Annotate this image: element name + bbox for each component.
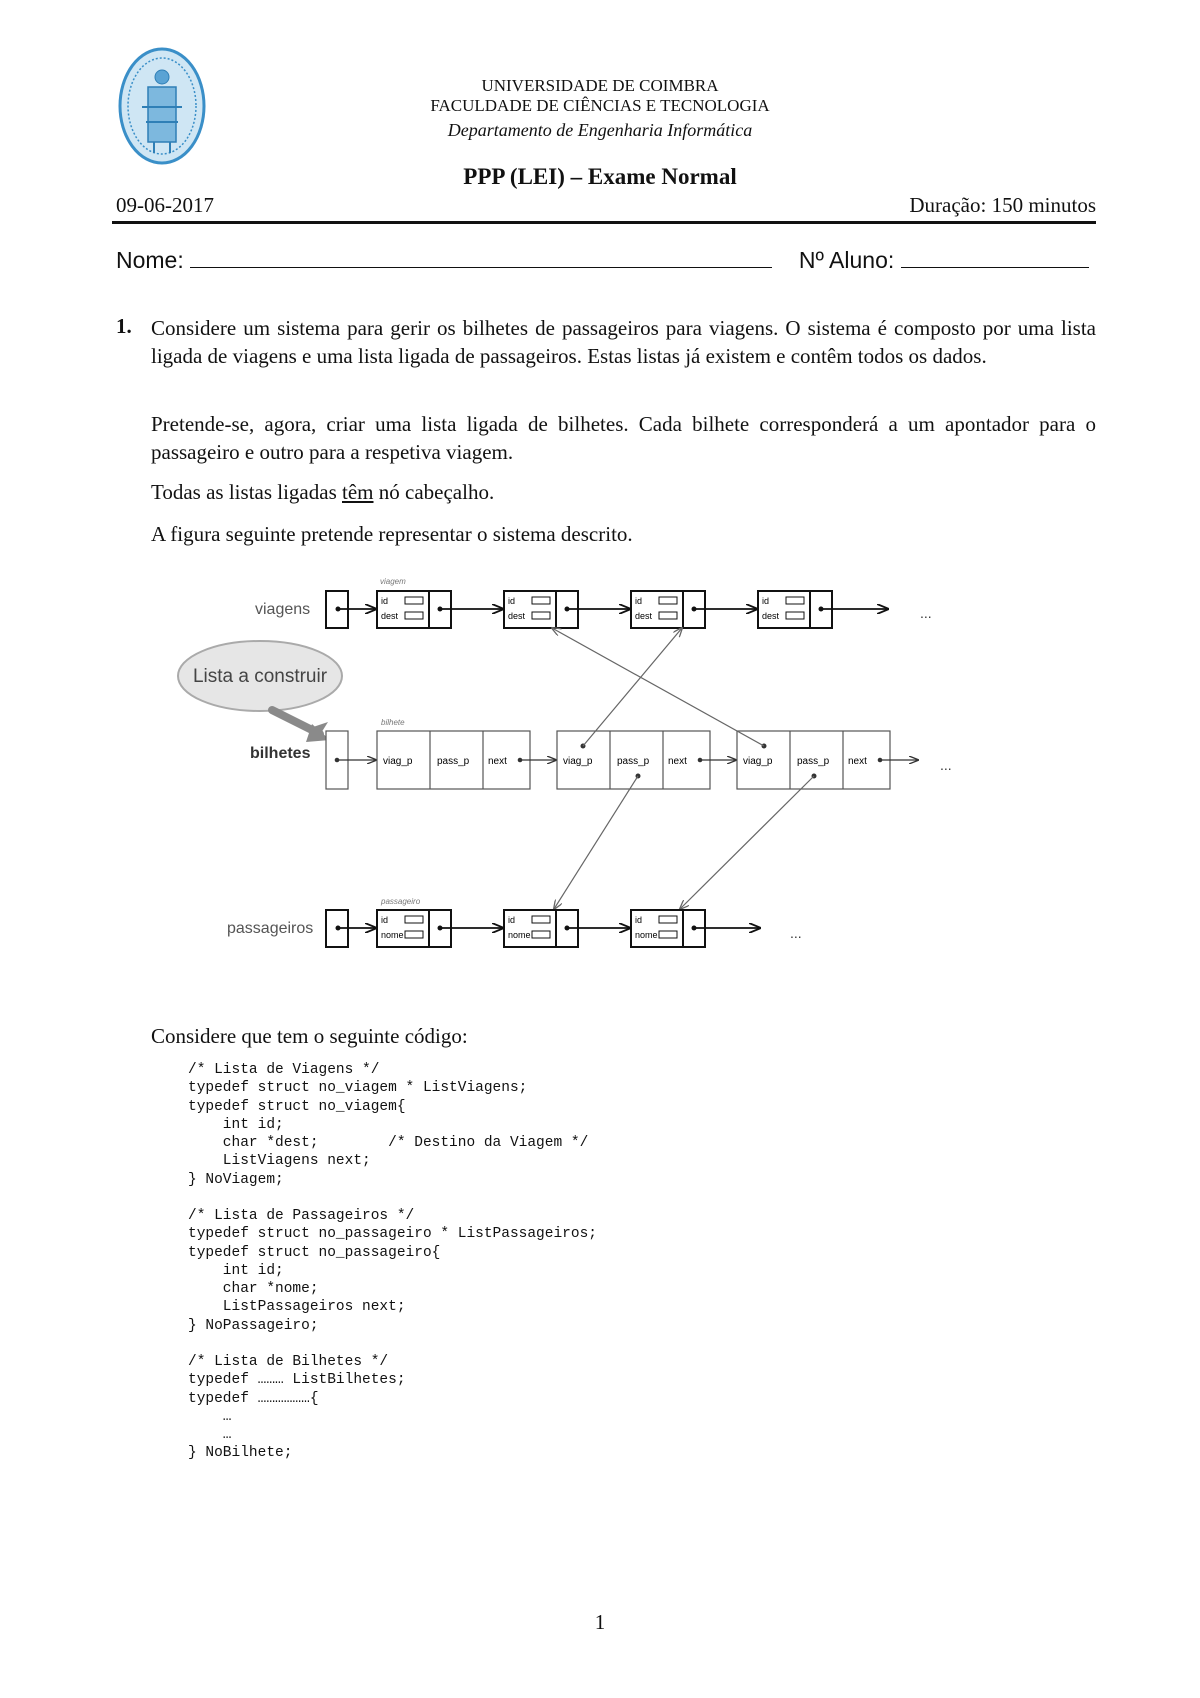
faculty-name: FACULDADE DE CIÊNCIAS E TECNOLOGIA [430, 96, 770, 115]
bilhetes-label: bilhetes [250, 745, 311, 762]
viagem-id-field: id [508, 596, 516, 606]
code-passageiros: /* Lista de Passageiros */ typedef struct no_passageiro * ListPassageiros; typedef struct no_passageiro{ int id; char *nome; ListPassageiros next; } NoPassageiro; [188, 1208, 597, 1334]
question-paragraph-1: Considere um sistema para gerir os bilhetes de passageiros para viagens. O sistema é composto por uma lista ligada de viagens e uma lista ligada de passageiros. Estas listas já existem e contêm todos os dados. [151, 316, 1096, 368]
pointer-pass-p-3 [680, 776, 814, 909]
pointer-viag-p-3 [552, 628, 764, 746]
viagens-ellipsis: ... [920, 605, 932, 621]
bilhete-node [377, 731, 556, 789]
name-label: Nome: [116, 247, 184, 273]
passageiros-ellipsis: ... [790, 925, 802, 941]
passageiro-nome-field: nome [635, 930, 658, 940]
page-number: 1 [594, 1610, 606, 1634]
bilhete-pass-p-field: pass_p [437, 756, 470, 767]
question-paragraph-5: Considere que tem o seguinte código: [151, 1024, 468, 1048]
bilhete-viag-p-field: viag_p [563, 756, 593, 767]
viagem-node [758, 591, 888, 628]
bilhete-node [557, 731, 736, 789]
passageiro-node [504, 910, 630, 947]
exam-date: 09-06-2017 [116, 193, 214, 217]
paragraph-3-underlined: têm [342, 480, 374, 504]
student-number-field[interactable] [901, 243, 1089, 268]
passageiros-label: passageiros [227, 920, 314, 937]
exam-title: PPP (LEI) – Exame Normal [463, 164, 737, 189]
viagem-dest-field: dest [381, 611, 399, 621]
code-bilhetes: /* Lista de Bilhetes */ typedef ……… ListBilhetes; typedef ………………{ … … } NoBilhete; [188, 1354, 406, 1462]
passageiro-nome-field: nome [381, 930, 404, 940]
paragraph-3-end: nó cabeçalho. [373, 480, 495, 504]
viagem-id-field: id [762, 596, 770, 606]
exam-duration: Duração: 150 minutos [909, 193, 1096, 217]
viagem-node [631, 591, 757, 628]
student-info-row [116, 243, 1096, 279]
passageiro-id-field: id [635, 915, 643, 925]
viagem-caption: viagem [380, 577, 406, 586]
student-number-label: Nº Aluno: [798, 247, 895, 273]
paragraph-3-start: Todas as listas ligadas [151, 480, 342, 504]
university-seal-icon [118, 47, 206, 165]
viagem-id-field: id [381, 596, 389, 606]
viagem-dest-field: dest [508, 611, 526, 621]
bilhete-pass-p-field: pass_p [617, 756, 650, 767]
question-paragraph-4: A figura seguinte pretende representar o sistema descrito. [151, 522, 633, 546]
linked-lists-diagram [150, 566, 980, 966]
viagem-dest-field: dest [635, 611, 653, 621]
pointer-pass-p-2 [554, 776, 638, 909]
question-paragraph-2: Pretende-se, agora, criar uma lista ligada de bilhetes. Cada bilhete corresponderá a um apontador para o passageiro e outro para a respetiva viagem. [151, 412, 1096, 464]
bilhete-viag-p-field: viag_p [383, 756, 413, 767]
bilhete-next-field: next [668, 756, 687, 767]
university-name: UNIVERSIDADE DE COIMBRA [481, 76, 719, 95]
viagem-node [377, 591, 503, 628]
passageiro-id-field: id [508, 915, 516, 925]
name-field[interactable] [190, 243, 772, 268]
callout-text: Lista a construir [192, 666, 328, 687]
passageiro-node [377, 910, 503, 947]
question-paragraph-3 [151, 478, 1096, 506]
bilhete-caption: bilhete [381, 718, 405, 727]
header-rule [112, 221, 1096, 224]
viagens-label: viagens [255, 601, 311, 618]
passageiro-node [631, 910, 760, 947]
bilhete-next-field: next [488, 756, 507, 767]
passageiro-nome-field: nome [508, 930, 531, 940]
bilhete-viag-p-field: viag_p [743, 756, 773, 767]
bilhete-pass-p-field: pass_p [797, 756, 830, 767]
code-viagens: /* Lista de Viagens */ typedef struct no_viagem * ListViagens; typedef struct no_viagem{ int id; char *dest; /* Destino da Viagem */ ListViagens next; } NoViagem; [188, 1062, 589, 1188]
passageiro-caption: passageiro [381, 897, 421, 906]
department-name: Departamento de Engenharia Informática [447, 120, 753, 140]
passageiro-id-field: id [381, 915, 389, 925]
bilhete-next-field: next [848, 756, 867, 767]
bilhete-node [737, 731, 918, 789]
bilhetes-ellipsis: ... [940, 757, 952, 773]
question-number: 1. [116, 314, 132, 338]
pointer-viag-p-2 [583, 628, 682, 746]
viagem-node [504, 591, 630, 628]
viagem-dest-field: dest [762, 611, 780, 621]
viagem-id-field: id [635, 596, 643, 606]
